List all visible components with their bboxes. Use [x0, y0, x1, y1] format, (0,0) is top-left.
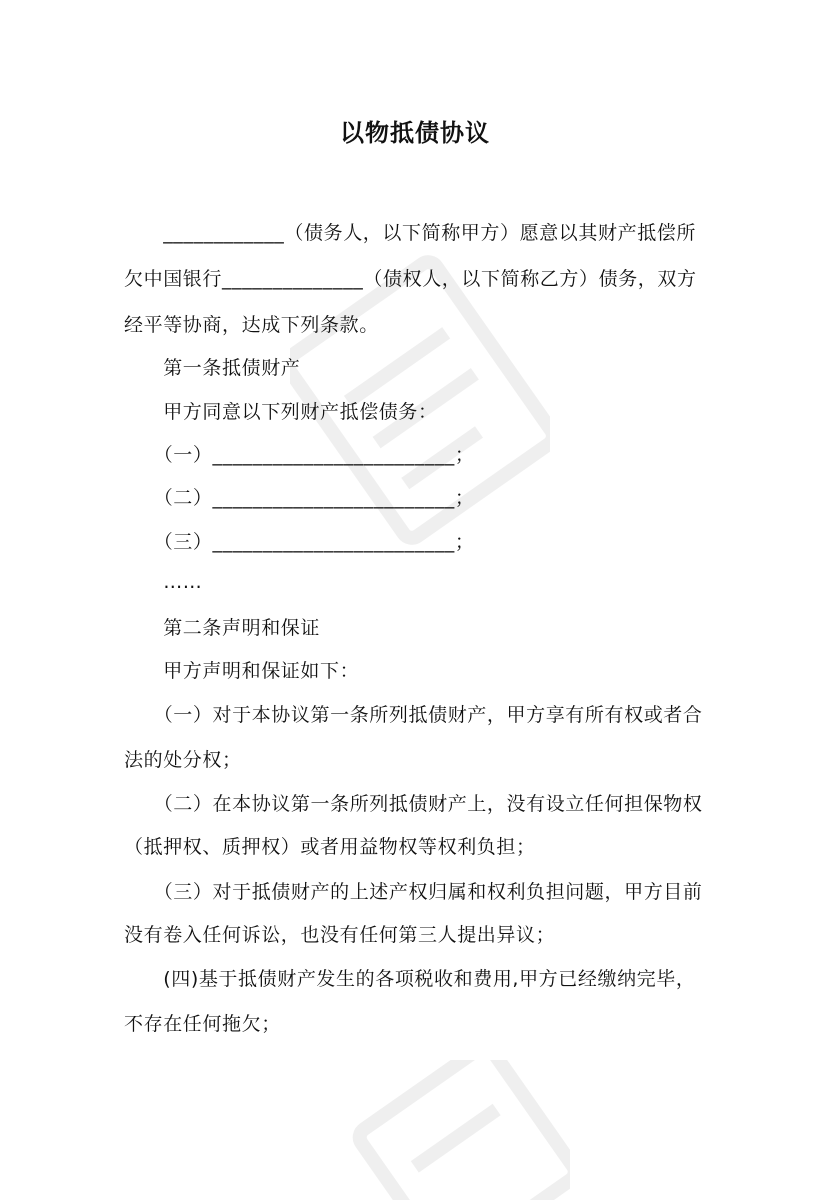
paragraph-line: 不存在任何拖欠；	[124, 1013, 281, 1035]
list-item: （一）________________________；	[124, 444, 475, 466]
paragraph-line: 甲方同意以下列财产抵偿债务：	[124, 401, 438, 423]
section-heading: 第二条声明和保证	[124, 617, 321, 639]
paragraph-line: 没有卷入任何诉讼，也没有任何第三人提出异议；	[124, 924, 556, 946]
paragraph-line: 甲方声明和保证如下：	[124, 660, 360, 682]
section-heading: 第一条抵债财产	[124, 357, 301, 379]
ellipsis: ……	[124, 571, 203, 593]
paragraph-line: （抵押权、质押权）或者用益物权等权利负担；	[124, 836, 536, 858]
watermark-logo-bottom	[330, 1060, 570, 1200]
paragraph-line: 法的处分权；	[124, 749, 242, 771]
paragraph-line: （一）对于本协议第一条所列抵债财产，甲方享有所有权或者合	[124, 704, 703, 726]
document-title: 以物抵债协议	[340, 119, 490, 147]
paragraph-line: (四)基于抵债财产发生的各项税收和费用,甲方已经缴纳完毕，	[124, 968, 696, 990]
paragraph-line: （三）对于抵债财产的上述产权归属和权利负担问题，甲方目前	[124, 881, 703, 903]
paragraph-line: （二）在本协议第一条所列抵债财产上，没有设立任何担保物权	[124, 793, 703, 815]
list-item: （三）________________________；	[124, 531, 475, 553]
paragraph-line: ____________（债务人，以下简称甲方）愿意以其财产抵偿所	[124, 222, 697, 244]
list-item: （二）________________________；	[124, 487, 475, 509]
paragraph-line: 经平等协商，达成下列条款。	[124, 314, 379, 336]
paragraph-line: 欠中国银行______________（债权人，以下简称乙方）债务，双方	[124, 268, 697, 290]
